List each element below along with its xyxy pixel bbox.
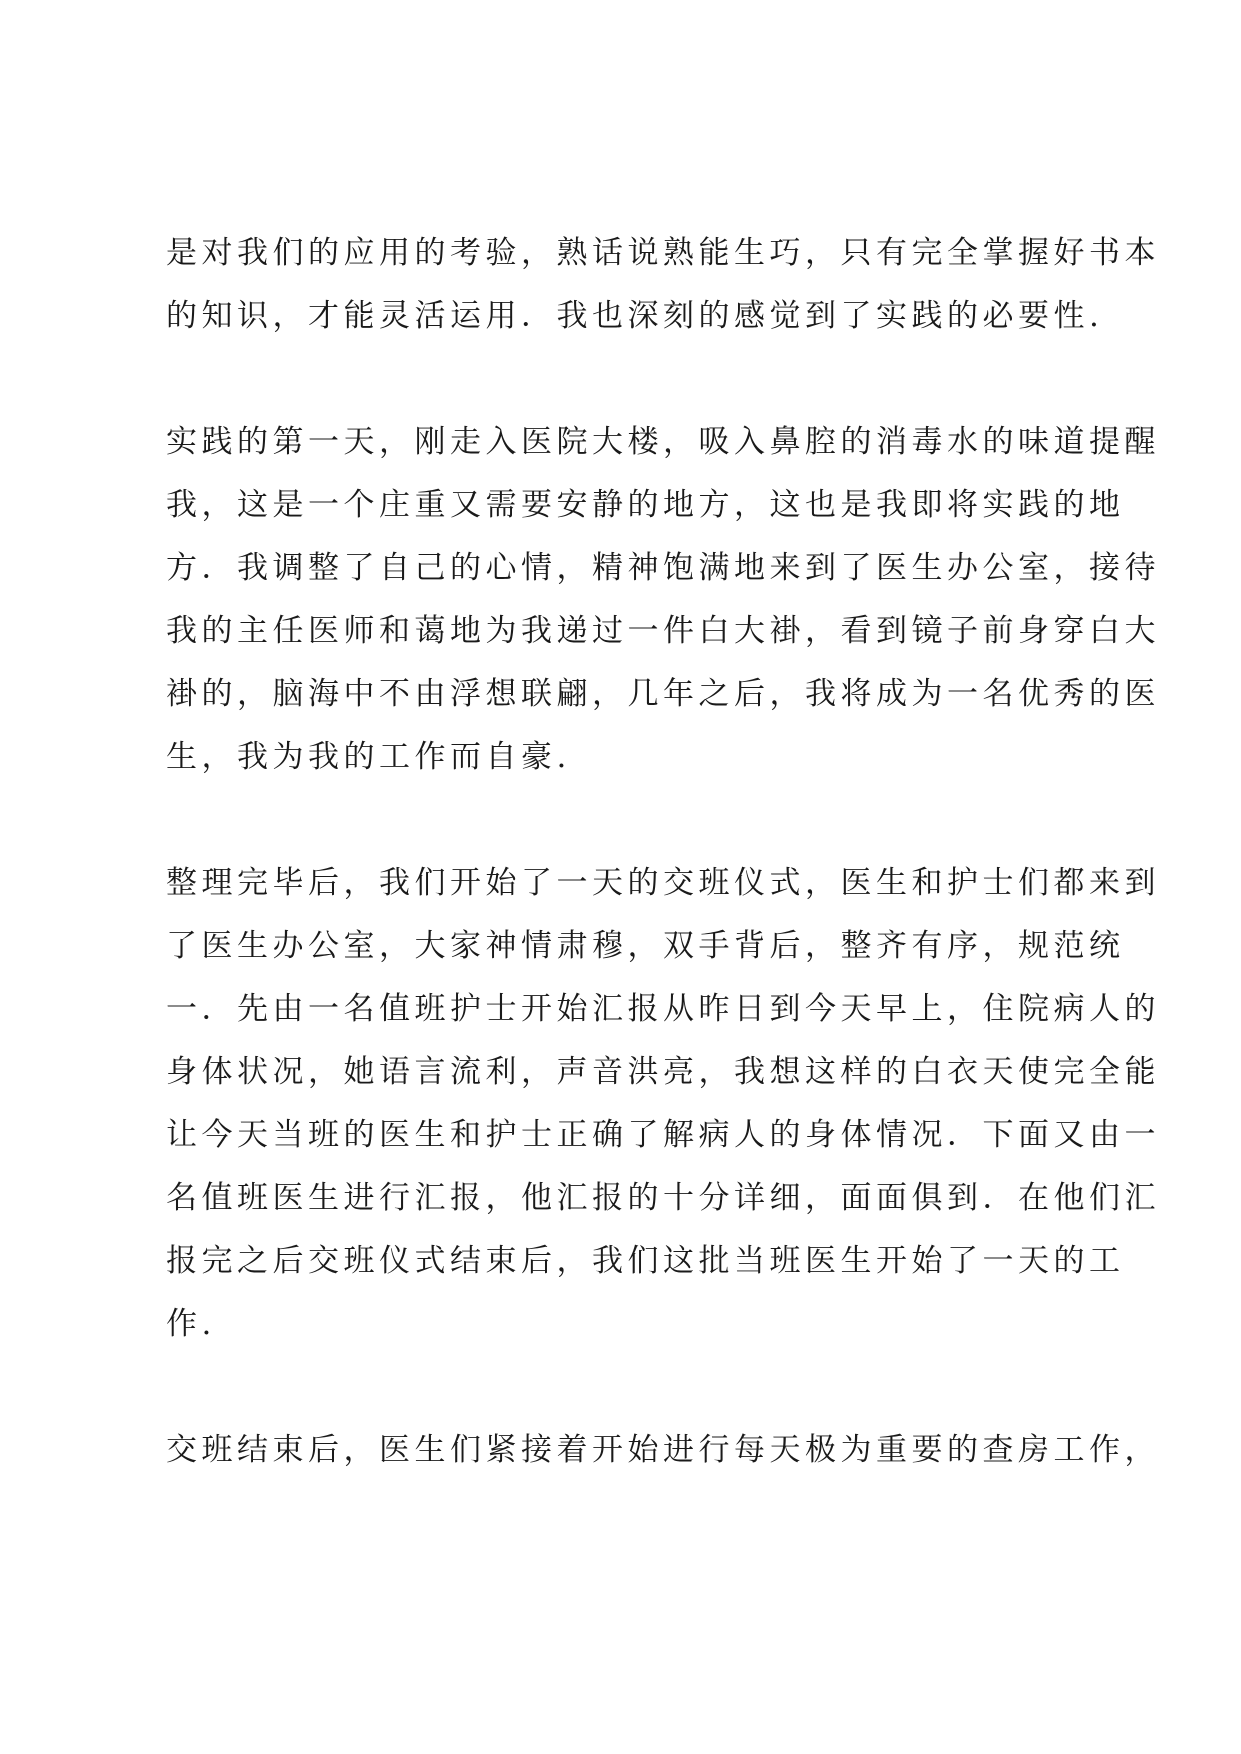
paragraph-4 — [166, 1419, 1160, 1482]
text-line: 方．我调整了自己的心情，精神饱满地来到了医生办公室，接待 — [166, 550, 1160, 586]
paragraph-1 — [166, 222, 1160, 348]
text-line: 整理完毕后，我们开始了一天的交班仪式，医生和护士们都来到 — [166, 865, 1160, 901]
text-line: 交班结束后，医生们紧接着开始进行每天极为重要的查房工作， — [166, 1432, 1160, 1468]
text-line: 生，我为我的工作而自豪. — [166, 739, 571, 775]
text-line: 是对我们的应用的考验，熟话说熟能生巧，只有完全掌握好书本 — [166, 235, 1160, 271]
text-line: 实践的第一天，刚走入医院大楼，吸入鼻腔的消毒水的味道提醒 — [166, 424, 1160, 460]
text-line: 一．先由一名值班护士开始汇报从昨日到今天早上，住院病人的 — [166, 991, 1160, 1027]
text-line: 我，这是一个庄重又需要安静的地方，这也是我即将实践的地 — [166, 487, 1125, 523]
text-line: 报完之后交班仪式结束后，我们这批当班医生开始了一天的工 — [166, 1243, 1125, 1279]
text-line: 名值班医生进行汇报，他汇报的十分详细，面面俱到．在他们汇 — [166, 1180, 1160, 1216]
text-line: 身体状况，她语言流利，声音洪亮，我想这样的白衣天使完全能 — [166, 1054, 1160, 1090]
paragraph-2 — [166, 411, 1160, 789]
text-line: 的知识，才能灵活运用．我也深刻的感觉到了实践的必要性. — [166, 298, 1104, 334]
text-line: 褂的，脑海中不由浮想联翩，几年之后，我将成为一名优秀的医 — [166, 676, 1160, 712]
document-body — [166, 222, 1160, 1545]
text-line: 我的主任医师和蔼地为我递过一件白大褂，看到镜子前身穿白大 — [166, 613, 1160, 649]
text-line: 作. — [166, 1306, 216, 1342]
text-line: 让今天当班的医生和护士正确了解病人的身体情况．下面又由一 — [166, 1117, 1160, 1153]
text-line: 了医生办公室，大家神情肃穆，双手背后，整齐有序，规范统 — [166, 928, 1125, 964]
paragraph-3 — [166, 852, 1160, 1356]
